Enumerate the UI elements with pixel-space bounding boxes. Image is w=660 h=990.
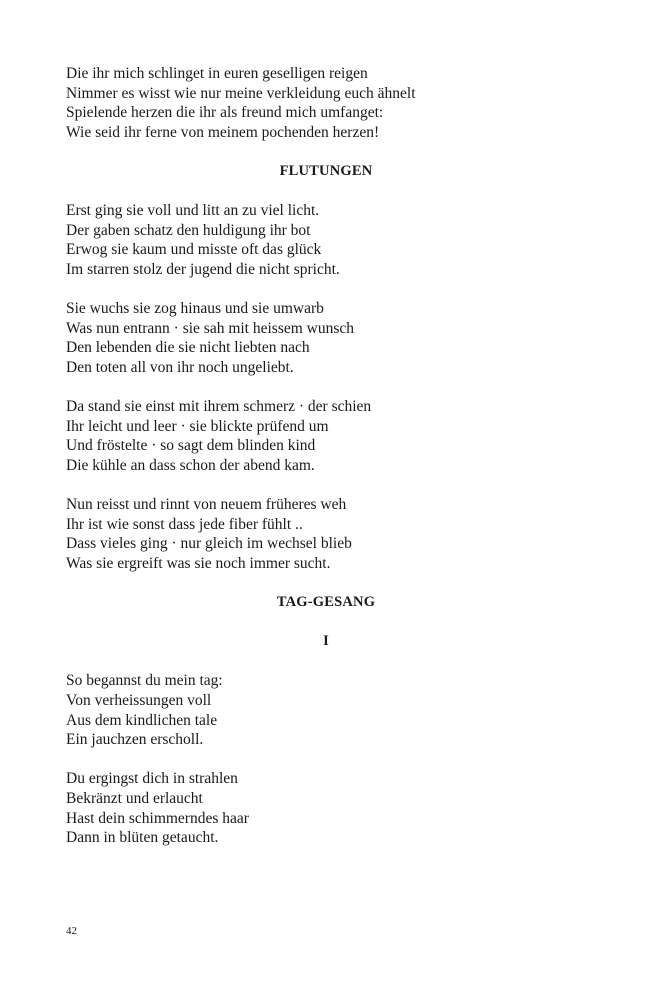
verse-line: Nimmer es wisst wie nur meine verkleidung euch ähnelt (66, 84, 416, 102)
verse-line: Wie seid ihr ferne von meinem pochenden herzen! (66, 123, 380, 141)
flutungen-stanza-2 (66, 299, 586, 377)
verse-line: Was nun entrann · sie sah mit heissem wunsch (66, 319, 355, 337)
tag-gesang-stanza-1 (66, 671, 586, 749)
verse-line: Der gaben schatz den huldigung ihr bot (66, 221, 311, 239)
section-numeral: I (323, 633, 329, 650)
verse-line: Bekränzt und erlaucht (66, 789, 203, 807)
verse-line: Hast dein schimmerndes haar (66, 809, 249, 827)
flutungen-stanza-4 (66, 495, 586, 573)
verse-line: Die kühle an dass schon der abend kam. (66, 456, 315, 474)
verse-line: Von verheissungen voll (66, 692, 212, 709)
verse-line: So begannst du mein tag: (66, 672, 223, 690)
verse-line: Du ergingst dich in strahlen (66, 770, 238, 788)
verse-line: Ihr ist wie sonst dass jede fiber fühlt .. (66, 515, 303, 533)
page-number: 42 (66, 925, 77, 937)
verse-line: Aus dem kindlichen tale (66, 711, 218, 729)
verse-line: Dann in blüten getaucht. (66, 829, 219, 847)
verse-line: Da stand sie einst mit ihrem schmerz · der schien (66, 398, 372, 416)
verse-line: Den lebenden die sie nicht liebten nach (66, 339, 310, 357)
verse-line: Die ihr mich schlinget in euren geselligen reigen (66, 65, 368, 82)
verse-line: Nun reisst und rinnt von neuem früheres weh (66, 496, 347, 514)
previous-poem-final-stanza (66, 64, 586, 142)
verse-line: Ihr leicht und leer · sie blickte prüfend um (66, 417, 329, 435)
flutungen-stanza-3 (66, 397, 586, 475)
verse-line: Dass vieles ging · nur gleich im wechsel blieb (66, 535, 352, 553)
flutungen-stanza-1 (66, 201, 586, 279)
page-text-block (66, 64, 586, 848)
verse-line: Was sie ergreift was sie noch immer sucht. (66, 554, 331, 572)
verse-line: Erst ging sie voll und litt an zu viel licht. (66, 202, 320, 220)
poem-title-tag-gesang: TAG-GESANG (276, 594, 376, 611)
verse-line: Im starren stolz der jugend die nicht spricht. (66, 260, 340, 278)
verse-line: Und fröstelte · so sagt dem blinden kind (66, 437, 316, 455)
verse-line: Ein jauchzen erscholl. (66, 731, 204, 749)
verse-line: Spielende herzen die ihr als freund mich umfanget: (66, 104, 384, 122)
verse-line: Erwog sie kaum und misste oft das glück (66, 241, 322, 259)
poem-title-flutungen: FLUTUNGEN (279, 162, 373, 179)
tag-gesang-stanza-2 (66, 769, 586, 847)
verse-line: Sie wuchs sie zog hinaus und sie umwarb (66, 300, 324, 318)
verse-line: Den toten all von ihr noch ungeliebt. (66, 358, 294, 376)
